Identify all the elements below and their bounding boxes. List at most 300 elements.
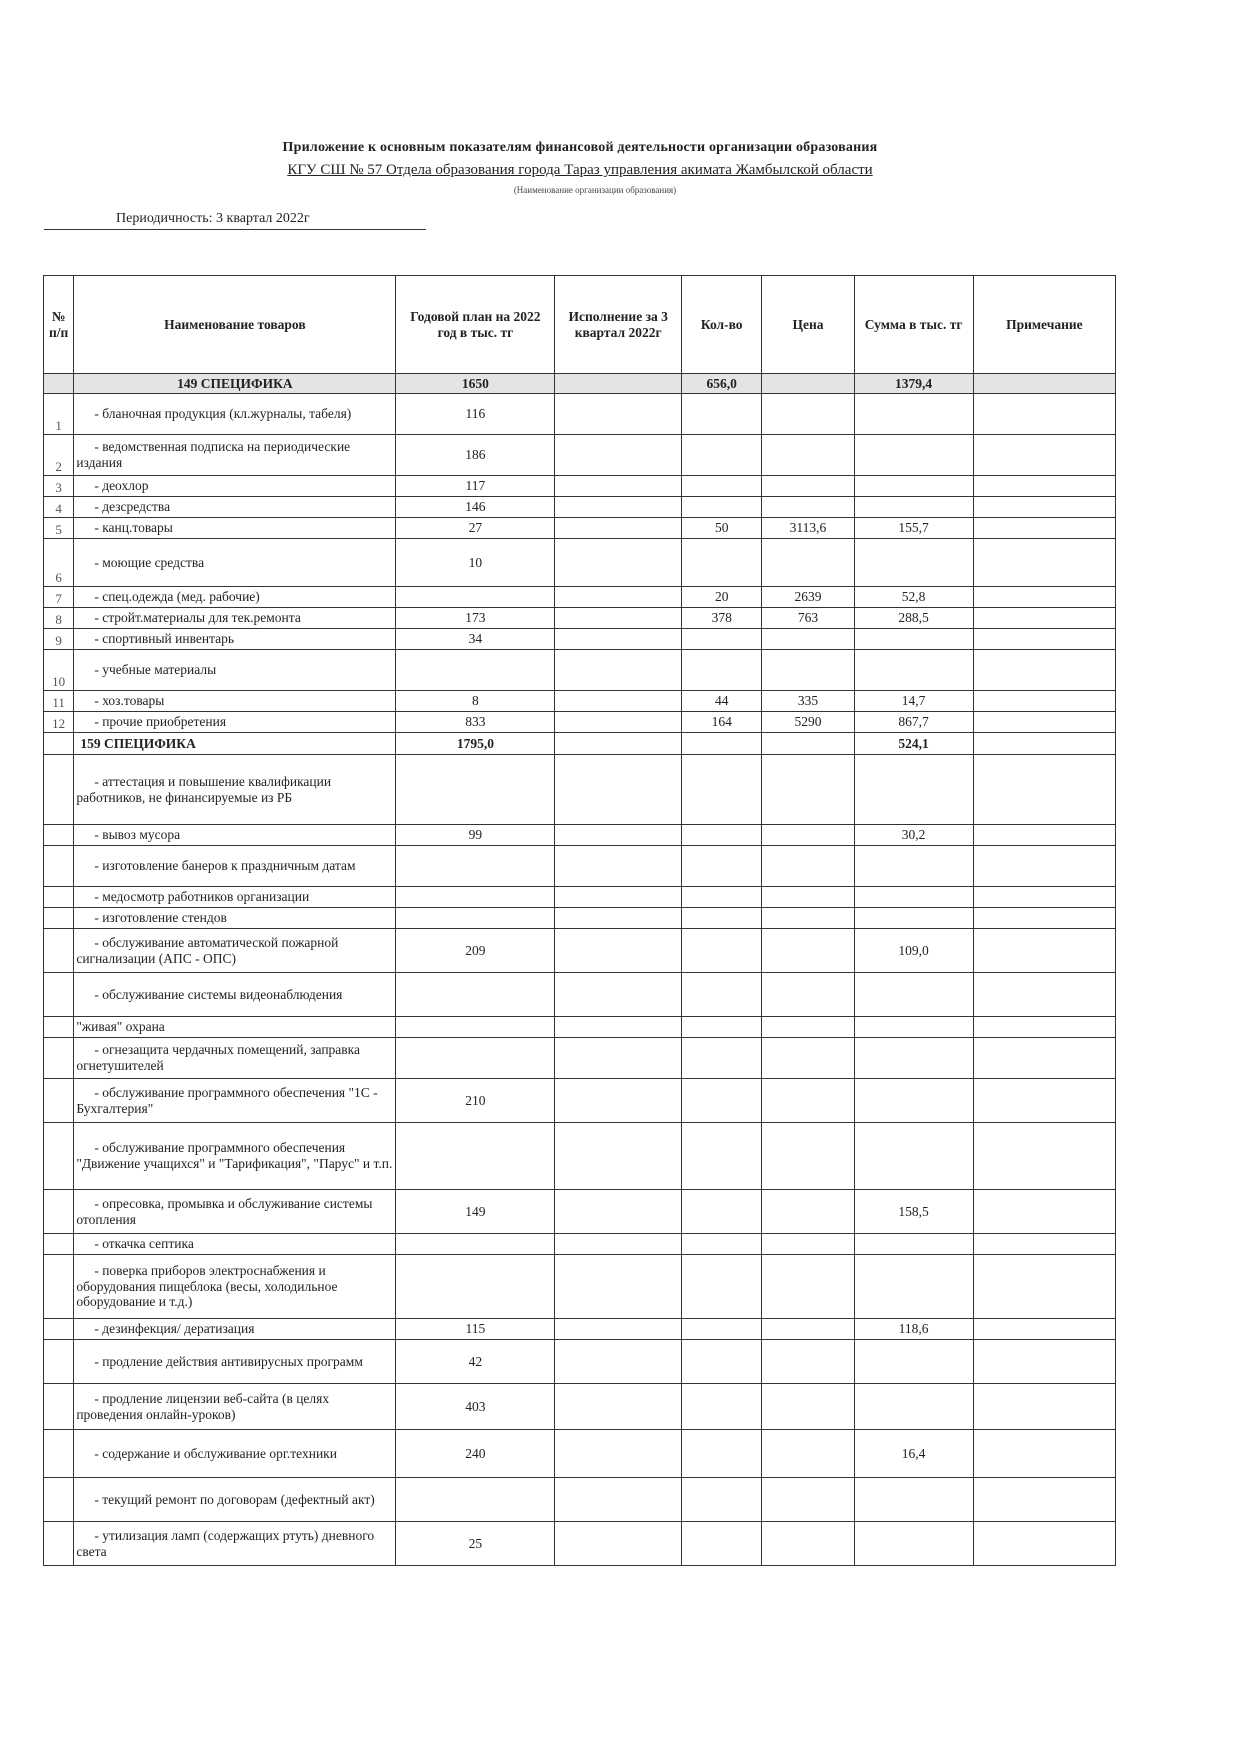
table-row	[44, 1234, 1116, 1255]
cell-note	[973, 825, 1115, 846]
table-row	[44, 518, 1116, 539]
cell-num	[44, 1340, 74, 1384]
cell-num	[44, 755, 74, 825]
cell-qty	[681, 1319, 762, 1340]
cell-qty	[681, 476, 762, 497]
item-name-text: - продление действия антивирусных программ	[94, 1353, 363, 1369]
item-name-text: - утилизация ламп (содержащих ртуть) дневного света	[76, 1527, 375, 1559]
cell-note	[973, 1340, 1115, 1384]
cell-qty	[681, 1478, 762, 1522]
cell-qty	[681, 539, 762, 587]
cell-plan: 10	[396, 539, 555, 587]
item-name-text: - обслуживание программного обеспечения "Движение учащихся" и "Тарификация", "Парус" и т.п.	[76, 1140, 393, 1171]
table-row	[44, 929, 1116, 973]
table-row	[44, 650, 1116, 691]
cell-plan	[396, 1478, 555, 1522]
periodicity: Периодичность: 3 квартал 2022г	[44, 211, 426, 230]
item-name-text: - медосмотр работников организации	[94, 889, 310, 905]
cell-plan: 117	[396, 476, 555, 497]
table-row	[44, 755, 1116, 825]
cell-price	[762, 846, 854, 887]
cell-qty: 44	[681, 691, 762, 712]
cell-name	[74, 476, 396, 497]
cell-qty	[681, 1017, 762, 1038]
item-name-text: - спец.одежда (мед. рабочие)	[94, 589, 260, 605]
cell-name	[74, 929, 396, 973]
cell-qty	[681, 733, 762, 755]
spec-row	[44, 733, 1116, 755]
cell-name	[74, 1522, 396, 1566]
cell-num	[44, 846, 74, 887]
cell-plan: 833	[396, 712, 555, 733]
cell-exec	[555, 712, 682, 733]
cell-qty	[681, 846, 762, 887]
cell-num: 12	[44, 712, 74, 733]
cell-qty	[681, 1430, 762, 1478]
col-header-num: № п/п	[44, 276, 74, 374]
cell-price	[762, 1234, 854, 1255]
cell-num	[44, 1038, 74, 1079]
cell-price	[762, 1384, 854, 1430]
cell-exec	[555, 374, 682, 394]
cell-sum	[854, 1522, 973, 1566]
cell-plan: 116	[396, 394, 555, 435]
table-row	[44, 908, 1116, 929]
cell-sum: 158,5	[854, 1190, 973, 1234]
cell-sum	[854, 650, 973, 691]
cell-sum	[854, 539, 973, 587]
cell-exec	[555, 394, 682, 435]
cell-name	[74, 1430, 396, 1478]
cell-plan	[396, 650, 555, 691]
cell-num	[44, 733, 74, 755]
table-row	[44, 1017, 1116, 1038]
cell-price	[762, 1430, 854, 1478]
cell-exec	[555, 691, 682, 712]
table-row	[44, 1478, 1116, 1522]
table-row	[44, 1038, 1116, 1079]
cell-note	[973, 1017, 1115, 1038]
cell-price	[762, 755, 854, 825]
cell-sum	[854, 476, 973, 497]
cell-note	[973, 629, 1115, 650]
cell-plan: 115	[396, 1319, 555, 1340]
cell-exec	[555, 497, 682, 518]
item-name-text: - дезинфекция/ дератизация	[94, 1321, 255, 1337]
table-row	[44, 1123, 1116, 1190]
item-name-text: - деохлор	[94, 478, 149, 494]
cell-plan	[396, 1255, 555, 1319]
cell-note	[973, 476, 1115, 497]
cell-num: 5	[44, 518, 74, 539]
table-row	[44, 587, 1116, 608]
cell-sum	[854, 1234, 973, 1255]
cell-qty	[681, 973, 762, 1017]
cell-exec	[555, 1038, 682, 1079]
cell-name: "живая" охрана	[74, 1017, 396, 1038]
cell-plan: 99	[396, 825, 555, 846]
cell-price	[762, 1190, 854, 1234]
cell-plan	[396, 1038, 555, 1079]
cell-qty: 50	[681, 518, 762, 539]
cell-num: 11	[44, 691, 74, 712]
cell-qty	[681, 394, 762, 435]
item-name-text: - текущий ремонт по договорам (дефектный акт)	[94, 1491, 375, 1507]
table-row	[44, 1255, 1116, 1319]
cell-note	[973, 712, 1115, 733]
cell-plan: 25	[396, 1522, 555, 1566]
cell-price: 5290	[762, 712, 854, 733]
cell-name	[74, 691, 396, 712]
cell-qty	[681, 908, 762, 929]
cell-name	[74, 846, 396, 887]
cell-note	[973, 1319, 1115, 1340]
cell-exec	[555, 1384, 682, 1430]
cell-qty	[681, 1384, 762, 1430]
cell-sum: 1379,4	[854, 374, 973, 394]
table-row	[44, 846, 1116, 887]
cell-num: 4	[44, 497, 74, 518]
cell-note	[973, 929, 1115, 973]
cell-name	[74, 1234, 396, 1255]
cell-qty: 164	[681, 712, 762, 733]
cell-exec	[555, 650, 682, 691]
cell-sum	[854, 908, 973, 929]
cell-exec	[555, 973, 682, 1017]
cell-price	[762, 374, 854, 394]
col-header-exec: Исполнение за 3 квартал 2022г	[555, 276, 682, 374]
cell-price	[762, 629, 854, 650]
cell-name	[74, 973, 396, 1017]
document-title: Приложение к основным показателям финансовой деятельности организации образования	[282, 140, 878, 155]
cell-sum: 52,8	[854, 587, 973, 608]
cell-exec	[555, 929, 682, 973]
cell-qty	[681, 629, 762, 650]
cell-name	[74, 587, 396, 608]
cell-price	[762, 1123, 854, 1190]
cell-plan: 403	[396, 1384, 555, 1430]
item-name-text: - обслуживание программного обеспечения "1С - Бухгалтерия"	[76, 1084, 378, 1116]
table-row	[44, 435, 1116, 476]
item-name-text: - прочие приобретения	[94, 714, 227, 730]
cell-qty	[681, 929, 762, 973]
cell-sum	[854, 755, 973, 825]
cell-plan: 173	[396, 608, 555, 629]
cell-note	[973, 887, 1115, 908]
spec-row	[44, 374, 1116, 394]
cell-plan: 34	[396, 629, 555, 650]
item-name-text: - хоз.товары	[94, 693, 165, 709]
cell-exec	[555, 518, 682, 539]
cell-sum: 155,7	[854, 518, 973, 539]
cell-note	[973, 691, 1115, 712]
cell-sum	[854, 973, 973, 1017]
organization-name	[0, 162, 1160, 179]
cell-qty	[681, 1038, 762, 1079]
cell-sum	[854, 1038, 973, 1079]
cell-name	[74, 650, 396, 691]
cell-num: 6	[44, 539, 74, 587]
cell-sum	[854, 1079, 973, 1123]
cell-exec	[555, 887, 682, 908]
table-row	[44, 1319, 1116, 1340]
item-name-text: - ведомственная подписка на периодические издания	[76, 439, 351, 470]
item-name-text: - поверка приборов электроснабжения и оборудования пищеблока (весы, холодильное оборудование и т.д.)	[76, 1263, 338, 1310]
cell-num	[44, 973, 74, 1017]
cell-plan: 1795,0	[396, 733, 555, 755]
table-row	[44, 691, 1116, 712]
cell-note	[973, 1123, 1115, 1190]
cell-qty	[681, 1234, 762, 1255]
table-row	[44, 1430, 1116, 1478]
cell-note	[973, 394, 1115, 435]
cell-num	[44, 1234, 74, 1255]
cell-price	[762, 1038, 854, 1079]
cell-price	[762, 908, 854, 929]
cell-qty	[681, 497, 762, 518]
cell-price	[762, 1079, 854, 1123]
cell-name	[74, 629, 396, 650]
cell-price: 3113,6	[762, 518, 854, 539]
cell-qty	[681, 755, 762, 825]
table-row	[44, 1190, 1116, 1234]
cell-exec	[555, 1340, 682, 1384]
cell-exec	[555, 1430, 682, 1478]
cell-plan: 240	[396, 1430, 555, 1478]
cell-name	[74, 887, 396, 908]
table-body	[44, 374, 1116, 1566]
item-name-text: - спортивный инвентарь	[94, 631, 235, 647]
item-name-text: - стройт.материалы для тек.ремонта	[94, 610, 301, 626]
cell-note	[973, 1038, 1115, 1079]
cell-num	[44, 1123, 74, 1190]
cell-price	[762, 1255, 854, 1319]
cell-note	[973, 1384, 1115, 1430]
cell-name	[74, 1190, 396, 1234]
cell-num: 10	[44, 650, 74, 691]
organization-caption: (Наименование организации образования)	[513, 185, 677, 195]
table-row	[44, 1522, 1116, 1566]
cell-note	[973, 1478, 1115, 1522]
table-row	[44, 887, 1116, 908]
item-name-text: - аттестация и повышение квалификации работников, не финансируемые из РБ	[76, 773, 332, 805]
cell-note	[973, 1522, 1115, 1566]
col-header-price: Цена	[762, 276, 854, 374]
cell-qty	[681, 1340, 762, 1384]
cell-num	[44, 1384, 74, 1430]
cell-exec	[555, 1079, 682, 1123]
cell-plan	[396, 1234, 555, 1255]
cell-exec	[555, 1190, 682, 1234]
cell-exec	[555, 587, 682, 608]
cell-num	[44, 1430, 74, 1478]
cell-price	[762, 1522, 854, 1566]
cell-price	[762, 476, 854, 497]
cell-qty: 20	[681, 587, 762, 608]
cell-exec	[555, 908, 682, 929]
cell-sum: 109,0	[854, 929, 973, 973]
cell-plan: 146	[396, 497, 555, 518]
cell-note	[973, 1190, 1115, 1234]
cell-price	[762, 973, 854, 1017]
cell-name	[74, 908, 396, 929]
col-header-qty: Кол-во	[681, 276, 762, 374]
cell-note	[973, 608, 1115, 629]
cell-name	[74, 497, 396, 518]
cell-exec	[555, 539, 682, 587]
cell-plan: 149	[396, 1190, 555, 1234]
cell-note	[973, 497, 1115, 518]
cell-qty: 378	[681, 608, 762, 629]
cell-qty: 656,0	[681, 374, 762, 394]
cell-note	[973, 733, 1115, 755]
cell-price: 335	[762, 691, 854, 712]
cell-sum	[854, 1123, 973, 1190]
cell-note	[973, 846, 1115, 887]
cell-note	[973, 1255, 1115, 1319]
cell-price	[762, 1478, 854, 1522]
table-row	[44, 394, 1116, 435]
cell-note	[973, 908, 1115, 929]
cell-name	[74, 518, 396, 539]
cell-qty	[681, 1190, 762, 1234]
table-row	[44, 497, 1116, 518]
cell-price	[762, 650, 854, 691]
item-name-text: - огнезащита чердачных помещений, заправка огнетушителей	[76, 1042, 361, 1073]
cell-num	[44, 1190, 74, 1234]
cell-sum	[854, 435, 973, 476]
cell-exec	[555, 1017, 682, 1038]
cell-sum	[854, 887, 973, 908]
cell-plan	[396, 1017, 555, 1038]
cell-plan	[396, 908, 555, 929]
item-name-text: - содержание и обслуживание орг.техники	[94, 1445, 337, 1461]
cell-plan	[396, 587, 555, 608]
table-row	[44, 608, 1116, 629]
cell-name	[74, 394, 396, 435]
cell-name	[74, 435, 396, 476]
cell-name	[74, 1384, 396, 1430]
cell-exec	[555, 733, 682, 755]
cell-qty	[681, 825, 762, 846]
item-name-text: - изготовление стендов	[94, 910, 227, 926]
cell-name	[74, 1340, 396, 1384]
item-name-text: - дезсредства	[94, 499, 171, 515]
cell-name	[74, 1255, 396, 1319]
cell-plan	[396, 1123, 555, 1190]
cell-num	[44, 908, 74, 929]
cell-sum	[854, 394, 973, 435]
cell-price: 2639	[762, 587, 854, 608]
cell-exec	[555, 846, 682, 887]
cell-price	[762, 733, 854, 755]
table-row	[44, 825, 1116, 846]
cell-exec	[555, 1234, 682, 1255]
cell-num: 7	[44, 587, 74, 608]
cell-plan	[396, 973, 555, 1017]
cell-qty	[681, 887, 762, 908]
item-name-text: - моющие средства	[94, 554, 205, 570]
item-name-text: - продление лицензии веб-сайта (в целях проведения онлайн-уроков)	[76, 1390, 330, 1422]
cell-name	[74, 1079, 396, 1123]
item-name-text: - опресовка, промывка и обслуживание системы отопления	[76, 1195, 373, 1227]
cell-sum: 288,5	[854, 608, 973, 629]
cell-name	[74, 712, 396, 733]
table-row	[44, 712, 1116, 733]
item-name-text: - учебные материалы	[94, 662, 217, 678]
cell-sum	[854, 1340, 973, 1384]
cell-sum	[854, 497, 973, 518]
cell-qty	[681, 1079, 762, 1123]
cell-plan: 186	[396, 435, 555, 476]
cell-price	[762, 394, 854, 435]
cell-name	[74, 825, 396, 846]
cell-name: 149 СПЕЦИФИКА	[74, 374, 396, 394]
cell-num	[44, 1319, 74, 1340]
cell-plan	[396, 887, 555, 908]
cell-num: 8	[44, 608, 74, 629]
cell-num: 1	[44, 394, 74, 435]
cell-price	[762, 539, 854, 587]
col-header-plan: Годовой план на 2022 год в тыс. тг	[396, 276, 555, 374]
cell-price	[762, 887, 854, 908]
cell-num	[44, 1255, 74, 1319]
table-row	[44, 476, 1116, 497]
cell-num	[44, 929, 74, 973]
cell-note	[973, 1234, 1115, 1255]
cell-qty	[681, 1123, 762, 1190]
cell-note	[973, 1079, 1115, 1123]
cell-plan: 210	[396, 1079, 555, 1123]
cell-note	[973, 755, 1115, 825]
cell-price	[762, 929, 854, 973]
cell-num	[44, 1478, 74, 1522]
cell-name	[74, 755, 396, 825]
cell-sum: 14,7	[854, 691, 973, 712]
item-name-text: - канц.товары	[94, 520, 173, 536]
cell-qty	[681, 1255, 762, 1319]
item-name-text: - обслуживание системы видеонаблюдения	[94, 986, 343, 1002]
cell-num	[44, 1079, 74, 1123]
cell-name	[74, 1038, 396, 1079]
cell-num	[44, 374, 74, 394]
cell-note	[973, 435, 1115, 476]
organization-name-text: КГУ СШ № 57 Отдела образования города Тараз управления акимата Жамбылской области	[287, 162, 873, 178]
cell-num	[44, 887, 74, 908]
cell-name	[74, 608, 396, 629]
cell-exec	[555, 825, 682, 846]
table-row	[44, 1079, 1116, 1123]
cell-plan: 42	[396, 1340, 555, 1384]
cell-exec	[555, 1255, 682, 1319]
cell-note	[973, 587, 1115, 608]
cell-plan: 8	[396, 691, 555, 712]
table-row	[44, 1340, 1116, 1384]
cell-note	[973, 650, 1115, 691]
cell-num	[44, 1522, 74, 1566]
cell-sum: 16,4	[854, 1430, 973, 1478]
cell-note	[973, 518, 1115, 539]
cell-name	[74, 1123, 396, 1190]
cell-exec	[555, 1522, 682, 1566]
item-name-text: - изготовление банеров к праздничным датам	[94, 858, 356, 874]
cell-note	[973, 539, 1115, 587]
cell-price	[762, 497, 854, 518]
cell-plan: 1650	[396, 374, 555, 394]
cell-num	[44, 825, 74, 846]
cell-price: 763	[762, 608, 854, 629]
cell-name	[74, 539, 396, 587]
